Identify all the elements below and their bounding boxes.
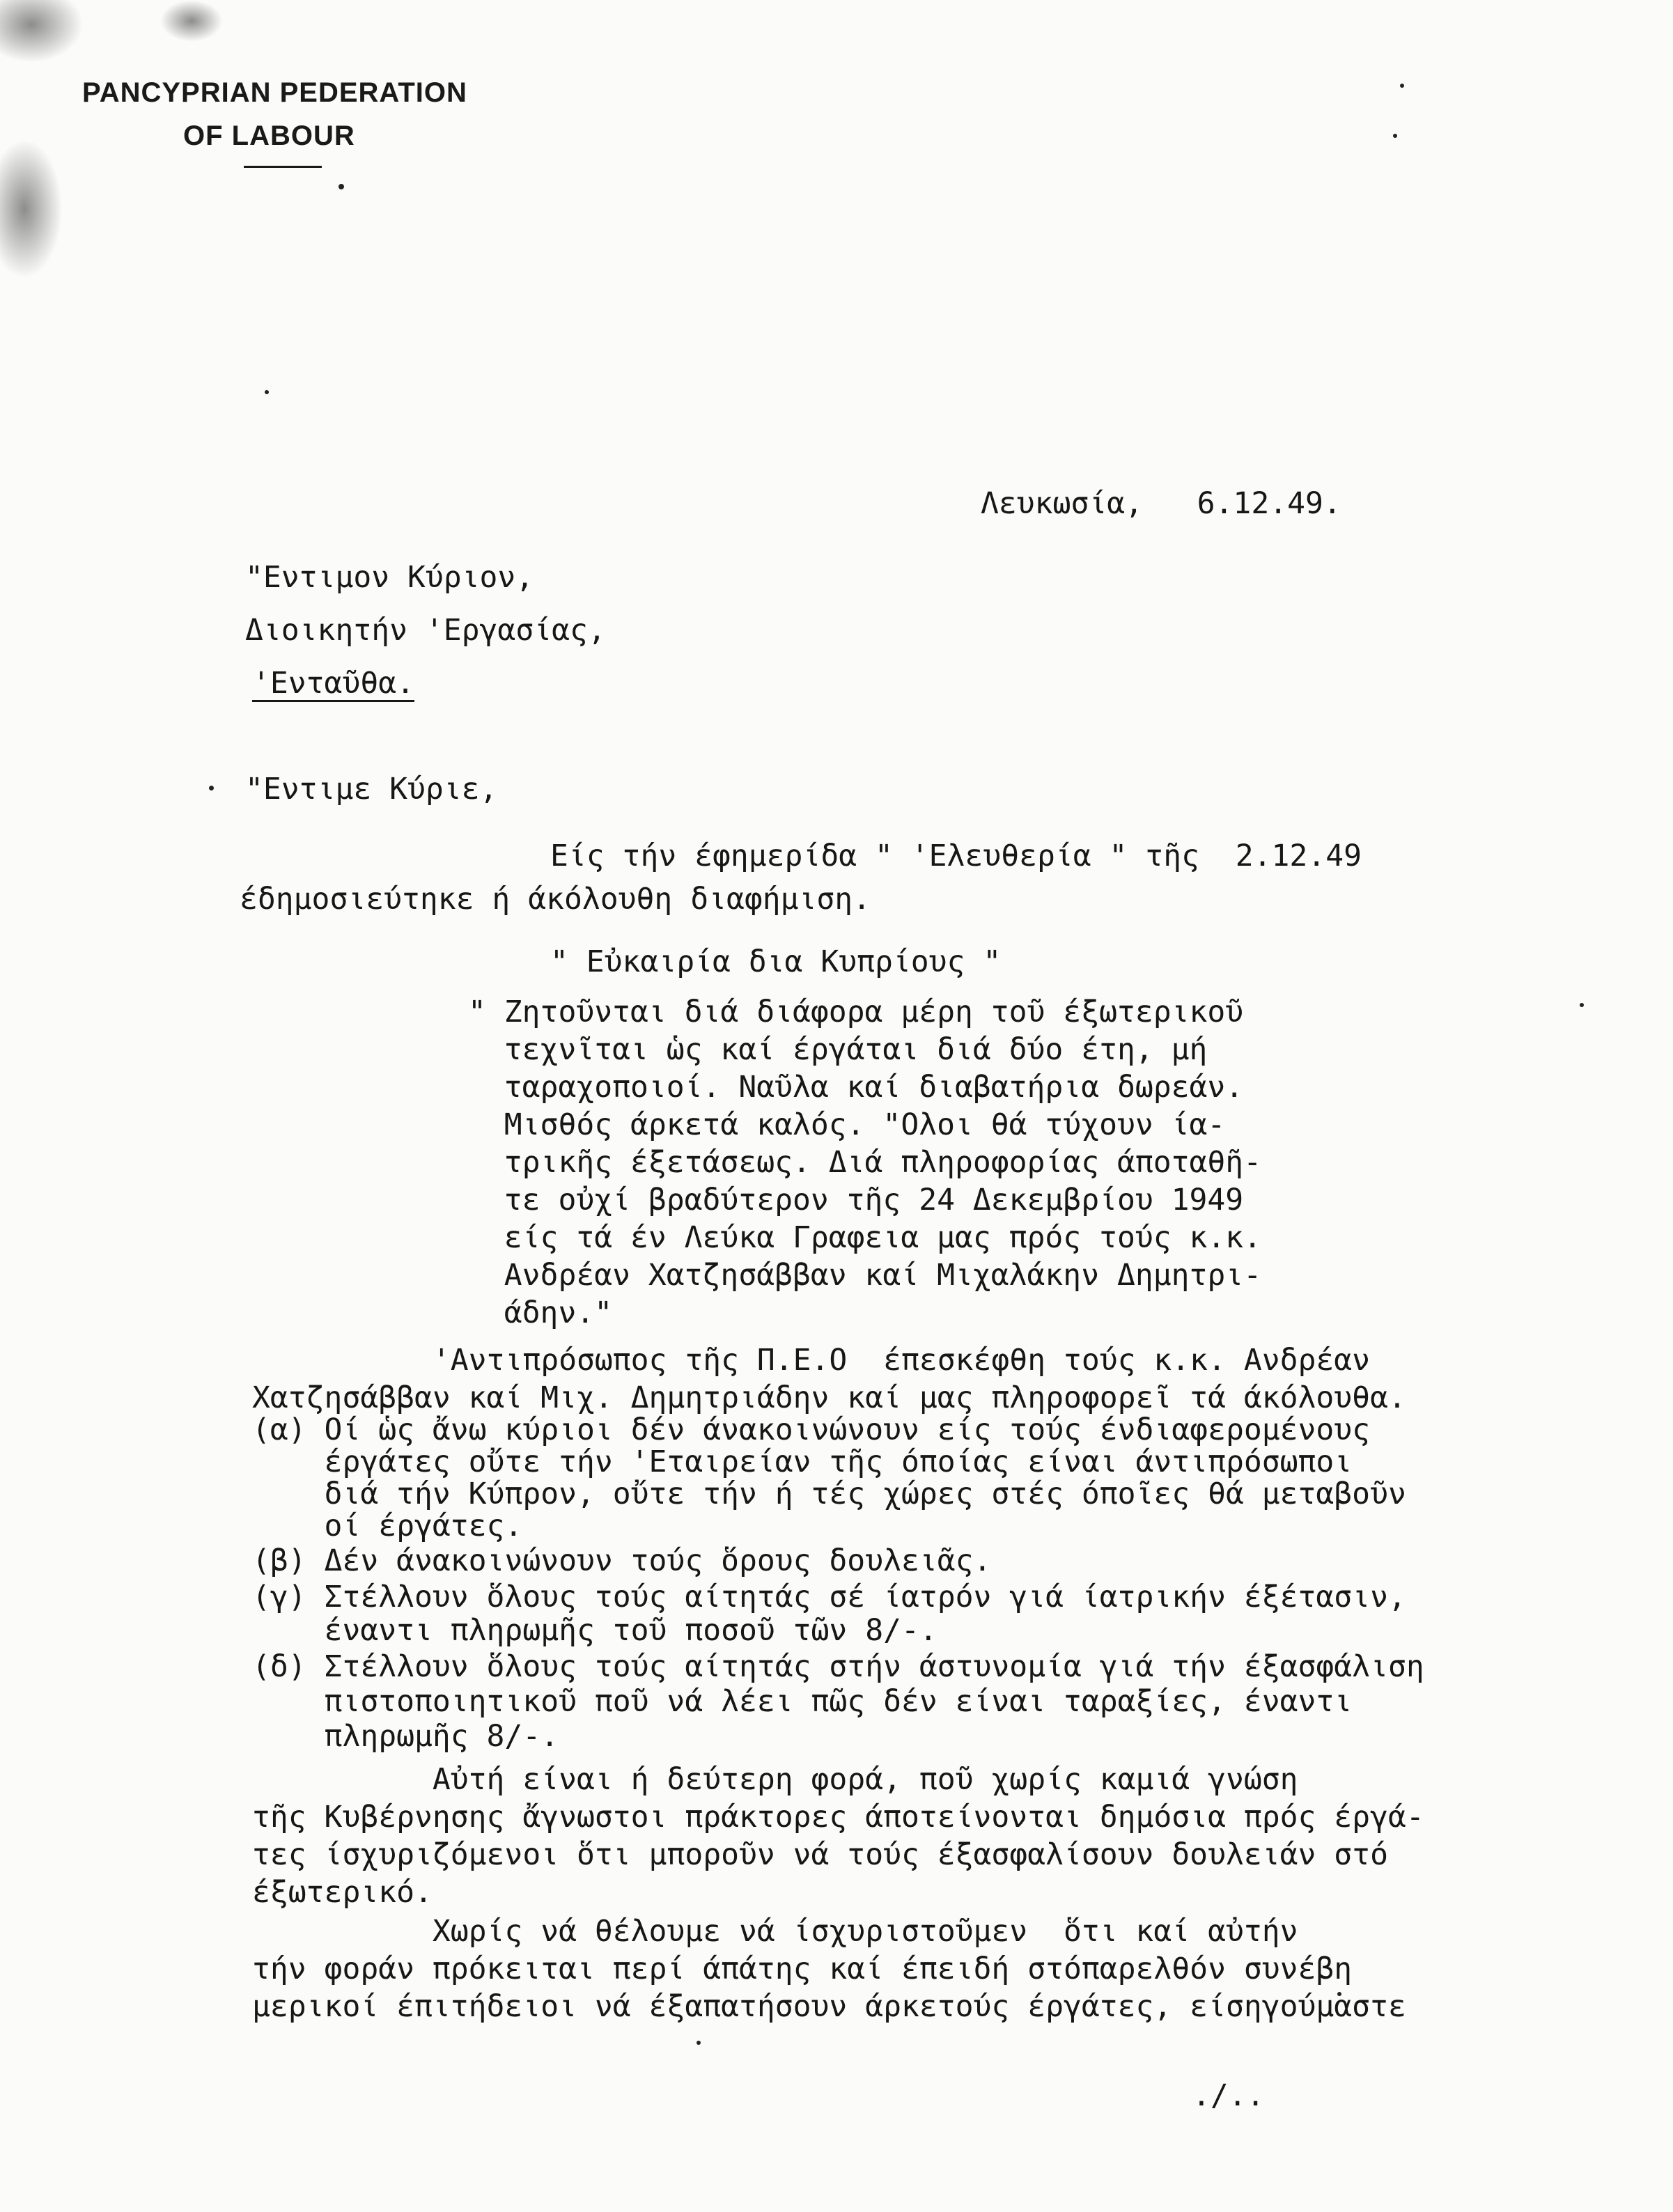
- ad-line: Μισθός άρκετά καλός. "Ολοι θά τύχουν ία-: [468, 1107, 1226, 1142]
- letterhead-line1: PANCYPRIAN PEDERATION: [82, 77, 467, 108]
- scan-speck: [1393, 134, 1397, 138]
- report-line2: Χατζησάββαν καί Μιχ. Δημητριάδην καί μας πληροφορεῖ τά άκόλουθα.: [252, 1380, 1406, 1415]
- letterhead-rule: [244, 166, 322, 168]
- ad-line: άδην.": [468, 1295, 613, 1330]
- ad-line: Ανδρέαν Χατζησάββαν καί Μιχαλάκην Δημητρι-: [468, 1258, 1262, 1293]
- scan-speck: [1580, 1003, 1584, 1007]
- para2-line: τῆς Κυβέρνησης ἄγνωστοι πράκτορες άποτείνονται δημόσια πρός έργά-: [252, 1800, 1424, 1835]
- scan-speck: [697, 2041, 701, 2045]
- recipient-line1: "Εντιμον Κύριον,: [245, 560, 534, 595]
- scan-speck: [265, 390, 269, 394]
- item-a-line: έργάτες οὔτε τήν 'Εταιρείαν τῆς όποίας είναι άντιπρόσωποι: [252, 1444, 1353, 1479]
- para2-line: έξωτερικό.: [252, 1875, 433, 1910]
- letterhead: [82, 71, 467, 157]
- item-d-line: πληρωμῆς 8/-.: [252, 1719, 559, 1754]
- item-b-line: (β) Δέν άνακοινώνουν τούς ὅρους δουλειᾶς.: [252, 1543, 992, 1578]
- salutation: "Εντιμε Κύριε,: [245, 772, 498, 807]
- scan-speck: [1400, 84, 1404, 88]
- report-line1: 'Αντιπρόσωπος τῆς Π.Ε.Ο έπεσκέφθη τούς κ.κ. Ανδρέαν: [252, 1343, 1371, 1378]
- para3-line: τήν φοράν πρόκειται περί άπάτης καί έπειδή στόπαρελθόν συνέβη: [252, 1952, 1353, 1986]
- ad-title: " Εὐκαιρία δια Κυπρίους ": [550, 944, 1002, 979]
- item-d-line: (δ) Στέλλουν ὅλους τούς αίτητάς στήν άστυνομία γιά τήν έξασφάλιση: [252, 1649, 1424, 1684]
- ad-line: " Ζητοῦνται διά διάφορα μέρη τοῦ έξωτερικοῦ: [468, 995, 1244, 1029]
- ad-line: τεχνῖται ὡς καί έργάται διά δύο έτη, μή: [468, 1032, 1208, 1067]
- intro-line1: Είς τήν έφημερίδα " 'Ελευθερία " τῆς 2.12.49: [550, 839, 1362, 873]
- para2-line: τες ίσχυριζόμενοι ὅτι μποροῦν νά τούς έξασφαλίσουν δουλειάν στό: [252, 1837, 1388, 1872]
- letterhead-line2: OF LABOUR: [183, 120, 355, 151]
- item-d-line: πιστοποιητικοῦ ποῦ νά λέει πῶς δέν είναι ταραξίες, έναντι: [252, 1684, 1353, 1719]
- item-a-line: οί έργάτες.: [252, 1509, 523, 1543]
- para3-line: Χωρίς νά θέλουμε νά ίσχυριστοῦμεν ὅτι καί αὐτήν: [252, 1914, 1298, 1949]
- scan-speck: [209, 786, 214, 790]
- item-c-line: έναντι πληρωμῆς τοῦ ποσοῦ τῶν 8/-.: [252, 1613, 937, 1648]
- recipient-line2: Διοικητήν 'Εργασίας,: [245, 613, 606, 648]
- scan-smudge: [0, 0, 84, 63]
- ad-line: τρικῆς έξετάσεως. Διά πληροφορίας άποταθῆ-: [468, 1145, 1262, 1180]
- intro-line2: έδημοσιεύτηκε ή άκόλουθη διαφήμιση.: [240, 882, 871, 917]
- para3-line: μερικοί έπιτήδειοι νά έξαπατήσουν άρκετούς έργάτες, είσηγούμαστε: [252, 1989, 1406, 2024]
- recipient-line3: 'Ενταῦθα.: [252, 666, 414, 701]
- item-c-line: (γ) Στέλλουν ὅλους τούς αίτητάς σέ ίατρόν γιά ίατρικήν έξέτασιν,: [252, 1580, 1406, 1614]
- date-line: Λευκωσία, 6.12.49.: [981, 486, 1341, 521]
- item-a-line: διά τήν Κύπρον, οὔτε τήν ή τές χώρες στές όποῖες θά μεταβοῦν: [252, 1477, 1406, 1511]
- item-a-line: (α) Οί ὡς ἄνω κύριοι δέν άνακοινώνουν είς τούς ένδιαφερομένους: [252, 1412, 1371, 1447]
- scan-speck: [339, 184, 344, 189]
- scan-smudge: [0, 139, 63, 279]
- ad-line: τε οὐχί βραδύτερον τῆς 24 Δεκεμβρίου 1949: [468, 1183, 1244, 1217]
- continuation-mark: ./..: [1192, 2078, 1265, 2113]
- ad-line: είς τά έν Λεύκα Γραφεια μας πρός τούς κ.κ.: [468, 1220, 1262, 1255]
- ad-line: ταραχοποιοί. Ναῦλα καί διαβατήρια δωρεάν.: [468, 1070, 1244, 1105]
- para2-line: Αὐτή είναι ή δεύτερη φορά, ποῦ χωρίς καμιά γνώση: [252, 1762, 1298, 1797]
- scan-smudge: [160, 0, 223, 42]
